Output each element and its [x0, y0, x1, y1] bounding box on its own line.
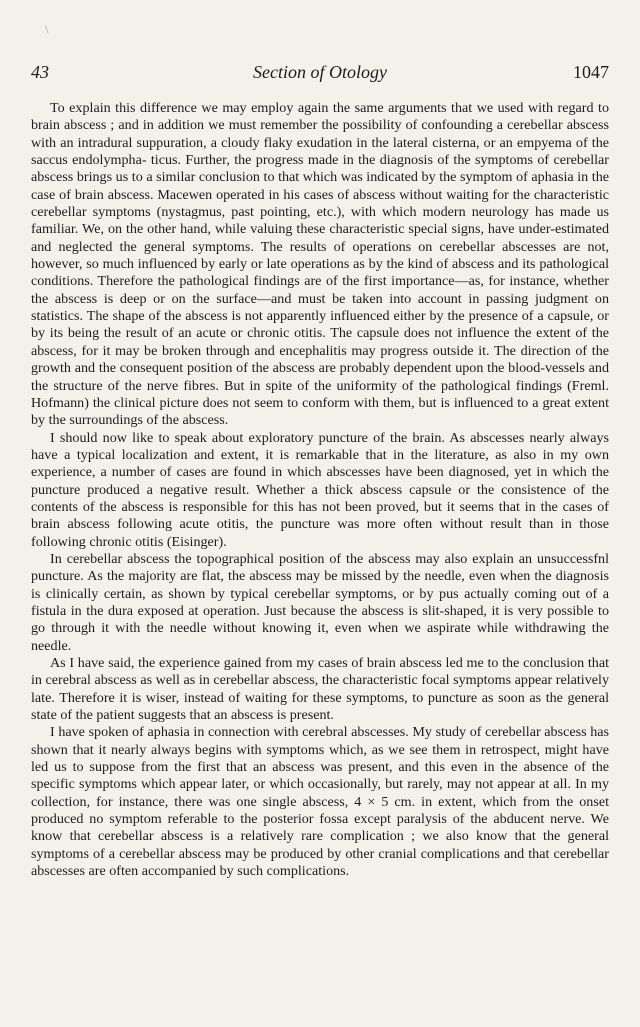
- running-header: [31, 62, 609, 86]
- paragraph: In cerebellar abscess the topographical position of the abscess may also explain an unsuccessfnl puncture. As the majority are flat, the abscess may be missed by the needle, even when the diagnosis is clinically certain, as shown by typical cerebellar symptoms, or by pus actually coming out of a fistula in the dura exposed at operation. Just because the abscess is slit-shaped, it is very possible to go through it with the needle without knowing it, even when we aspirate while withdrawing the needle.: [31, 550, 609, 654]
- book-page: [31, 0, 609, 1027]
- paragraph: To explain this difference we may employ again the same arguments that we used with regard to brain abscess ; and in addition we must remember the possibility of confounding a cerebellar abscess with an intradural suppuration, a cloudy flaky exudation in the lateral cisterna, or an empyema of the saccus endolympha- ticus. Further, the progress made in the diagnosis of the symptoms of cerebellar abscess brings us to a similar conclusion to that which was indicated by the symptom of aphasia in the case of brain abscess. Macewen operated in his cases of abscess without waiting for the characteristic cerebellar symptoms (nystagmus, past pointing, etc.), with which modern neurology has made us familiar. We, on the other hand, while valuing these characteristic special signs, have under-estimated and neglected the general symptoms. The results of operations on cerebellar abscesses are not, however, so much influenced by early or late operations as by the kind of abscess and its pathological conditions. Therefore the pathological findings are of the first importance—as, for instance, whether the abscess is deep or on the surface—and must be taken into account in passing judgment on statistics. The shape of the abscess is not apparently influenced either by the presence of a capsule, or by its being the result of an acute or chronic otitis. The capsule does not influence the extent of the abscess, for it may be broken through and encephalitis may progress outside it. The direction of the growth and the consequent position of the abscess are probably dependent upon the blood-vessels and the structure of the nerve fibres. But in spite of the uniformity of the pathological findings (Freml. Hofmann) the clinical picture does not seem to conform with them, but is influenced to a great extent by the surroundings of the abscess.: [31, 100, 609, 429]
- paragraph: I should now like to speak about exploratory puncture of the brain. As abscesses nearly always have a typical localization and extent, it is remarkable that in the literature, as also in my own experience, a number of cases are found in which abscesses have been diagnosed, yet in which the puncture produced a negative result. Whether a thick abscess capsule or the consistence of the contents of the abscess is responsible for this has not been proved, but it seems that in the cases of brain abscess following acute otitis, the puncture was more often without result than in those following chronic otitis (Eisinger).: [31, 429, 609, 550]
- paragraph: As I have said, the experience gained from my cases of brain abscess led me to the conclusion that in cerebral abscess as well as in cerebellar abscess, the characteristic focal symptoms appear relatively late. Therefore it is wiser, instead of waiting for these symptoms, to puncture as soon as the general state of the patient suggests that an abscess is present.: [31, 655, 609, 724]
- page-number: 1047: [573, 62, 609, 82]
- paragraph: I have spoken of aphasia in connection with cerebral abscesses. My study of cerebellar abscess has shown that it nearly always begins with symptoms which, as we see them in retrospect, might have led us to suppose from the first that an abscess was present, and this even in the absence of the specific symptoms which appear later, or which occasionally, but rarely, may not appear at all. In my collection, for instance, there was one single abscess, 4 × 5 cm. in extent, which from the onset produced no symptom referable to the posterior fossa except paralysis of the abducent nerve. We know that cerebellar abscess is a relatively rare complication ; we also know that the general symptoms of a cerebellar abscess may be produced by other cranial complications and that cerebellar abscesses are often accompanied by such complications.: [31, 724, 609, 880]
- section-title: Section of Otology: [253, 62, 387, 82]
- page-reference: 43: [31, 62, 49, 82]
- corner-mark: \: [45, 22, 49, 36]
- body-text: [31, 100, 609, 880]
